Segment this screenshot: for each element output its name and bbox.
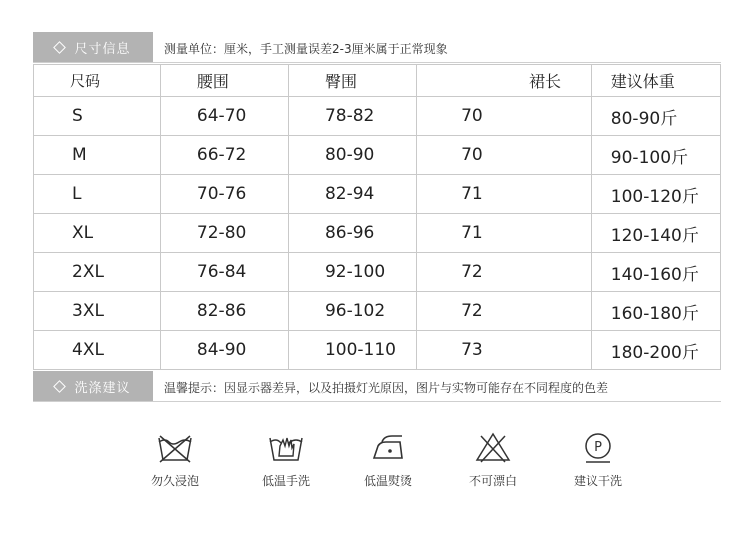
cell-waist: 82-86	[160, 292, 288, 331]
cell-hip: 100-110	[288, 331, 416, 370]
cell-hip: 86-96	[288, 214, 416, 253]
diamond-icon	[54, 380, 67, 393]
diamond-icon	[54, 41, 67, 54]
care-item-no-soak	[130, 430, 220, 489]
header-size: 尺码	[34, 65, 161, 97]
cell-length: 73	[416, 331, 591, 370]
cell-size: L	[34, 175, 161, 214]
header-hip: 臀围	[288, 65, 416, 97]
cell-length: 72	[416, 253, 591, 292]
size-info-title: 尺寸信息	[74, 41, 131, 57]
svg-text:P: P	[594, 440, 602, 455]
cell-size: 3XL	[34, 292, 161, 331]
cell-length: 72	[416, 292, 591, 331]
cell-weight: 80-90斤	[591, 97, 720, 136]
header-length: 裙长	[416, 65, 591, 97]
cell-weight: 140-160斤	[591, 253, 720, 292]
table-row	[34, 292, 721, 331]
care-label: 勿久浸泡	[150, 474, 199, 488]
care-item-hand-wash	[241, 430, 331, 489]
cell-weight: 160-180斤	[591, 292, 720, 331]
care-label: 低温熨烫	[363, 474, 412, 488]
table-row	[34, 331, 721, 370]
cell-weight: 120-140斤	[591, 214, 720, 253]
cell-size: M	[34, 136, 161, 175]
header-waist: 腰围	[160, 65, 288, 97]
cell-weight: 180-200斤	[591, 331, 720, 370]
cell-waist: 66-72	[160, 136, 288, 175]
cell-size: S	[34, 97, 161, 136]
table-row	[34, 214, 721, 253]
care-item-no-bleach	[448, 430, 538, 489]
dry-clean-icon	[578, 430, 618, 464]
table-row	[34, 175, 721, 214]
care-label: 建议干洗	[573, 474, 622, 488]
cell-length: 71	[416, 175, 591, 214]
wash-advice-tag	[33, 371, 153, 401]
wash-advice-bar	[33, 371, 721, 402]
care-item-low-iron	[343, 430, 433, 489]
size-table	[33, 64, 721, 370]
no-bleach-icon	[473, 430, 513, 464]
cell-hip: 92-100	[288, 253, 416, 292]
size-info-bar	[33, 32, 721, 63]
table-row	[34, 136, 721, 175]
cell-hip: 78-82	[288, 97, 416, 136]
cell-hip: 96-102	[288, 292, 416, 331]
cell-weight: 90-100斤	[591, 136, 720, 175]
cell-hip: 80-90	[288, 136, 416, 175]
size-info-tag	[33, 32, 153, 62]
cell-waist: 72-80	[160, 214, 288, 253]
cell-length: 70	[416, 97, 591, 136]
cell-waist: 76-84	[160, 253, 288, 292]
cell-length: 71	[416, 214, 591, 253]
hand-wash-icon	[266, 430, 306, 464]
table-row	[34, 97, 721, 136]
cell-size: 4XL	[34, 331, 161, 370]
color-diff-note: 温馨提示：因显示器差异，以及拍摄灯光原因，图片与实物可能存在不同程度的色差	[164, 381, 609, 395]
no-soak-icon	[155, 430, 195, 464]
header-weight: 建议体重	[591, 65, 720, 97]
care-item-dry-clean	[553, 430, 643, 489]
measure-note: 测量单位：厘米，手工测量误差2-3厘米属于正常现象	[164, 42, 448, 56]
cell-waist: 64-70	[160, 97, 288, 136]
cell-size: XL	[34, 214, 161, 253]
care-icons	[130, 430, 650, 500]
wash-advice-title: 洗涤建议	[74, 380, 131, 396]
cell-waist: 84-90	[160, 331, 288, 370]
low-iron-icon	[368, 430, 408, 464]
cell-weight: 100-120斤	[591, 175, 720, 214]
care-label: 不可漂白	[468, 474, 517, 488]
cell-size: 2XL	[34, 253, 161, 292]
cell-hip: 82-94	[288, 175, 416, 214]
cell-waist: 70-76	[160, 175, 288, 214]
care-label: 低温手洗	[261, 474, 310, 488]
table-header-row	[34, 65, 721, 97]
table-row	[34, 253, 721, 292]
cell-length: 70	[416, 136, 591, 175]
